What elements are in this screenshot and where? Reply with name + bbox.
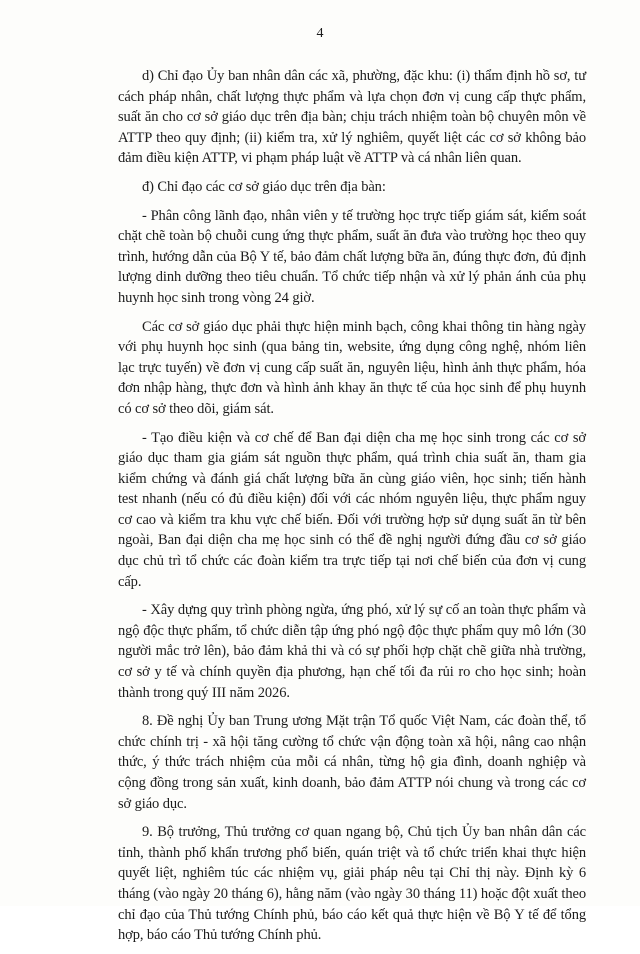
paragraph-assign-supervision: - Phân công lãnh đạo, nhân viên y tế trường học trực tiếp giám sát, kiểm soát chặt chẽ toàn bộ chuỗi cung ứng thực phẩm, suất ăn đưa vào trường học theo quy trình, hướng dẫn của Bộ Y tế, bảo đảm chất lượng bữa ăn, đúng thực đơn, đủ định lượng dinh dưỡng theo tiêu chuẩn. Tổ chức tiếp nhận và xử lý phản ánh của phụ huynh học sinh trong vòng 24 giờ.: [118, 207, 586, 306]
paragraph-d-commune-direction: d) Chỉ đạo Ủy ban nhân dân các xã, phường, đặc khu: (i) thẩm định hồ sơ, tư cách pháp nhân, chất lượng thực phẩm và lựa chọn đơn vị cung cấp thực phẩm, suất ăn cho cơ sở giáo dục trên địa bàn; chịu trách nhiệm toàn bộ chuyên môn về ATTP theo quy định; (ii) kiểm tra, xử lý nghiêm, quyết liệt các cơ sở không bảo đảm điều kiện ATTP, vi phạm pháp luật về ATTP và cá nhân liên quan.: [118, 68, 586, 167]
page-number: 4: [316, 26, 324, 41]
paragraph-item-9: 9. Bộ trưởng, Thủ trưởng cơ quan ngang bộ, Chủ tịch Ủy ban nhân dân các tỉnh, thành phố khẩn trương phổ biến, quán triệt và tổ chức triển khai thực hiện quyết liệt, nghiêm túc các nhiệm vụ, giải pháp nêu tại Chỉ thị này. Định kỳ 6 tháng (vào ngày 20 tháng 6), hằng năm (vào ngày 30 tháng 11) hoặc đột xuất theo chỉ đạo của Thủ tướng Chính phủ, báo cáo kết quả thực hiện về Bộ Y tế để tổng hợp, báo cáo Thủ tướng Chính phủ.: [118, 824, 586, 944]
paragraph-transparency: Các cơ sở giáo dục phải thực hiện minh bạch, công khai thông tin hàng ngày với phụ huynh học sinh (qua bảng tin, website, ứng dụng công nghệ, nhóm liên lạc trực tuyến) về đơn vị cung cấp suất ăn, nguyên liệu, hình ảnh thực phẩm, hóa đơn nhập hàng, thực đơn và hình ảnh khay ăn thực tế của học sinh để phụ huynh có cơ sở theo dõi, giám sát.: [118, 318, 586, 417]
document-body: [118, 66, 586, 954]
paragraph-item-8: 8. Đề nghị Ủy ban Trung ương Mặt trận Tổ quốc Việt Nam, các đoàn thể, tổ chức chính trị - xã hội tăng cường tổ chức vận động toàn xã hội, nâng cao nhận thức, ý thức trách nhiệm của mỗi cá nhân, từng hộ gia đình, doanh nghiệp và cộng đồng trong sản xuất, kinh doanh, bảo đảm ATTP nói chung và trong các cơ sở giáo dục.: [118, 713, 586, 812]
paragraph-parent-board: - Tạo điều kiện và cơ chế để Ban đại diện cha mẹ học sinh trong các cơ sở giáo dục tham gia giám sát nguồn thực phẩm, quá trình chia suất ăn, tham gia kiểm chứng và đánh giá chất lượng bữa ăn cùng giáo viên, học sinh; tiến hành test nhanh (nếu có đủ điều kiện) đối với các nhóm nguyên liệu, thực phẩm nguy cơ cao và kiểm tra khu vực chế biến. Đối với trường hợp sử dụng suất ăn từ bên ngoài, Ban đại diện cha mẹ học sinh có thể đề nghị người đứng đầu cơ sở giáo dục chủ trì tổ chức các đoàn kiểm tra trực tiếp tại nơi chế biến của đơn vị cung cấp.: [118, 429, 586, 590]
paragraph-dd-school-direction: đ) Chỉ đạo các cơ sở giáo dục trên địa bàn:: [142, 178, 386, 195]
paragraph-response-procedure: - Xây dựng quy trình phòng ngừa, ứng phó, xử lý sự cố an toàn thực phẩm và ngộ độc thực phẩm, tổ chức diễn tập ứng phó ngộ độc thực phẩm quy mô lớn (30 người mắc trở lên), bảo đảm khả thi và có sự phối hợp chặt chẽ giữa nhà trường, cơ sở y tế và chính quyền địa phương, hạn chế tối đa rủi ro cho học sinh; hoàn thành trong quý III năm 2026.: [118, 602, 586, 701]
